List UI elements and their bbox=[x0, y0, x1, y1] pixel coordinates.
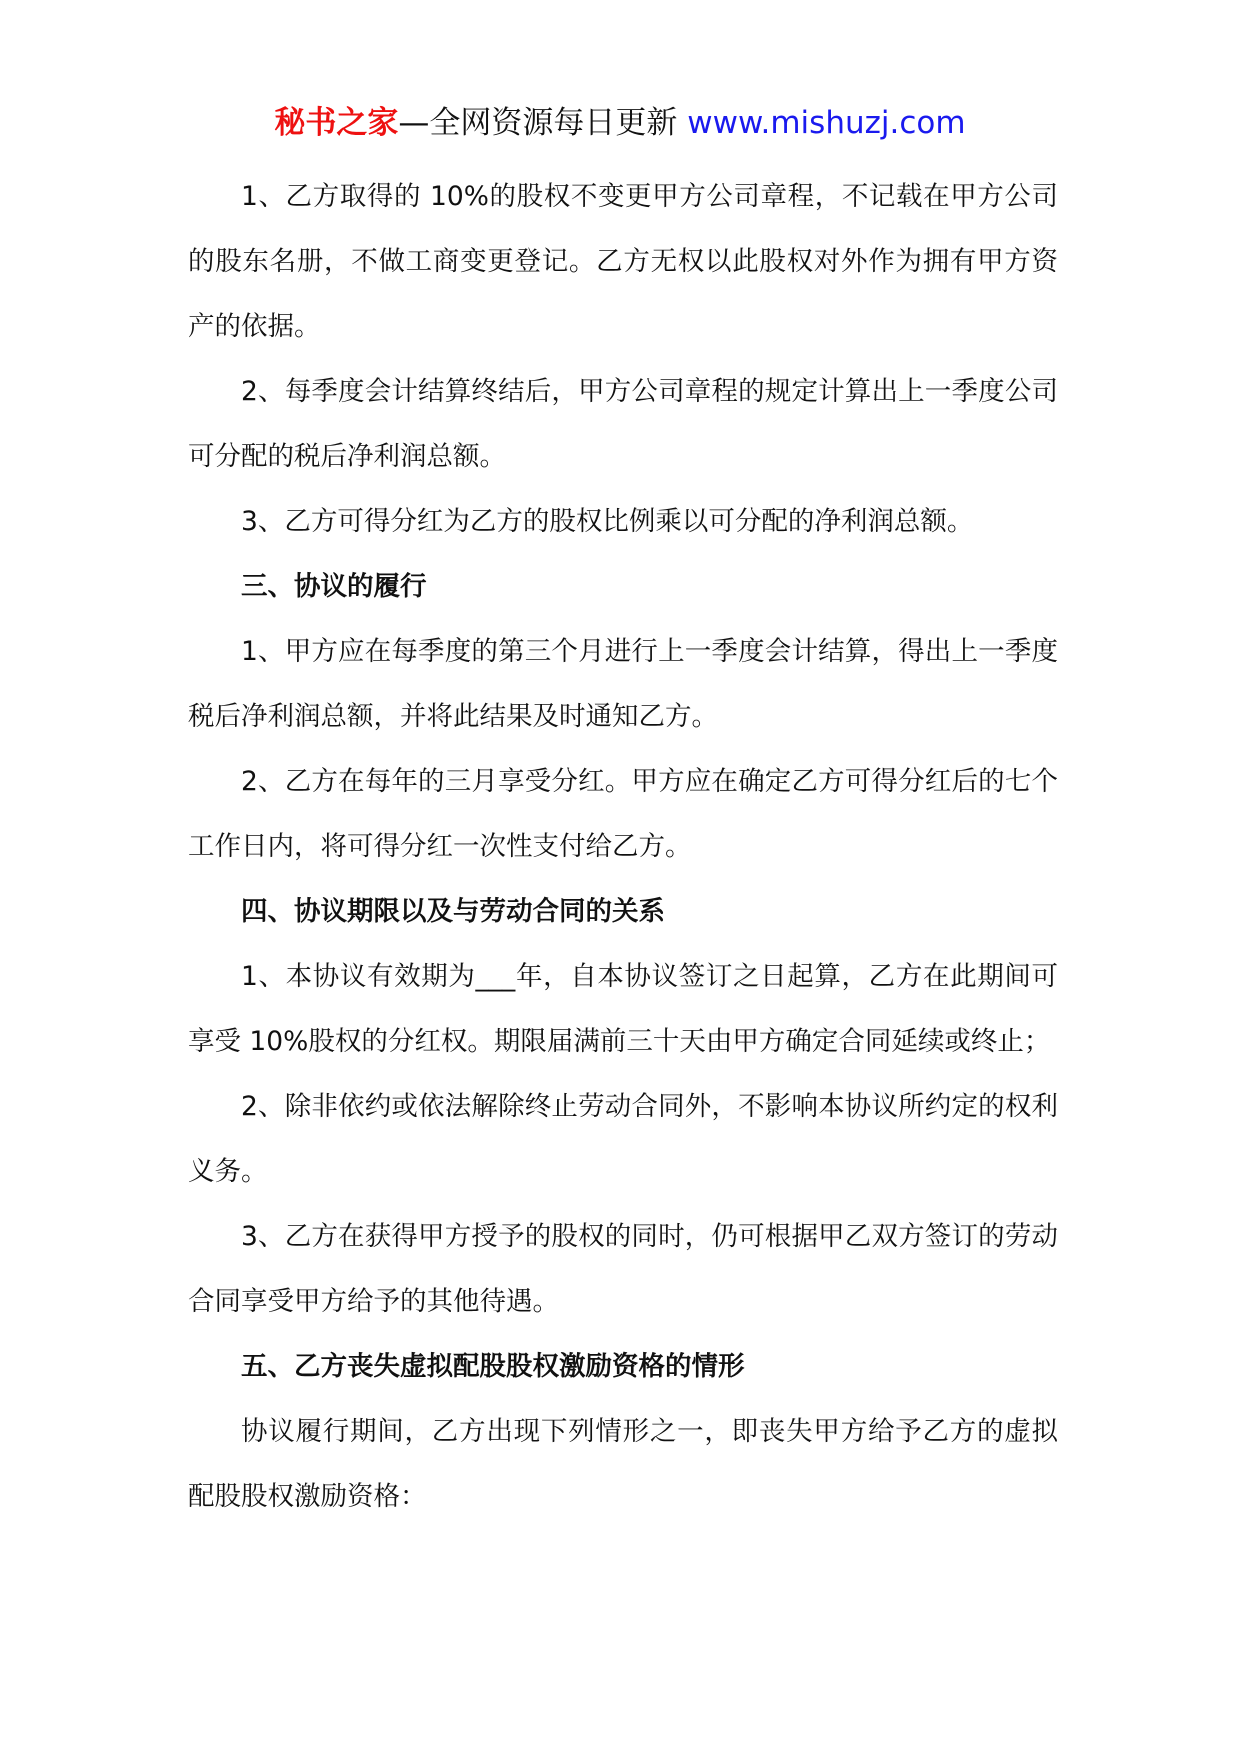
header-tagline: —全网资源每日更新 bbox=[398, 105, 688, 141]
paragraph-3: 3、乙方可得分红为乙方的股权比例乘以可分配的净利润总额。 bbox=[241, 506, 974, 537]
paragraph-4: 1、甲方应在每季度的第三个月进行上一季度会计结算，得出上一季度税后净利润总额，并将此结果及时通知乙方。 bbox=[188, 636, 1058, 732]
page-header bbox=[0, 102, 1240, 144]
section-heading-4: 四、协议期限以及与劳动合同的关系 bbox=[241, 896, 665, 927]
paragraph-1: 1、乙方取得的 10%的股权不变更甲方公司章程，不记载在甲方公司的股东名册，不做工商变更登记。乙方无权以此股权对外作为拥有甲方资产的依据。 bbox=[188, 181, 1058, 342]
header-brand: 秘书之家 bbox=[274, 105, 399, 141]
paragraph-9: 协议履行期间，乙方出现下列情形之一，即丧失甲方给予乙方的虚拟配股股权激励资格： bbox=[188, 1416, 1058, 1512]
paragraph-2: 2、每季度会计结算终结后，甲方公司章程的规定计算出上一季度公司可分配的税后净利润总额。 bbox=[188, 376, 1058, 472]
paragraph-5: 2、乙方在每年的三月享受分红。甲方应在确定乙方可得分红后的七个工作日内，将可得分红一次性支付给乙方。 bbox=[188, 766, 1058, 862]
header-url-link[interactable]: www.mishuzj.com bbox=[687, 105, 966, 141]
document-body bbox=[188, 164, 1058, 1529]
section-heading-3: 三、协议的履行 bbox=[241, 571, 427, 602]
paragraph-7: 2、除非依约或依法解除终止劳动合同外，不影响本协议所约定的权利义务。 bbox=[188, 1091, 1058, 1187]
paragraph-8: 3、乙方在获得甲方授予的股权的同时，仍可根据甲乙双方签订的劳动合同享受甲方给予的其他待遇。 bbox=[188, 1221, 1058, 1317]
paragraph-6: 1、本协议有效期为___年，自本协议签订之日起算，乙方在此期间可享受 10%股权的分红权。期限届满前三十天由甲方确定合同延续或终止； bbox=[188, 961, 1058, 1057]
section-heading-5: 五、乙方丧失虚拟配股股权激励资格的情形 bbox=[241, 1351, 745, 1382]
